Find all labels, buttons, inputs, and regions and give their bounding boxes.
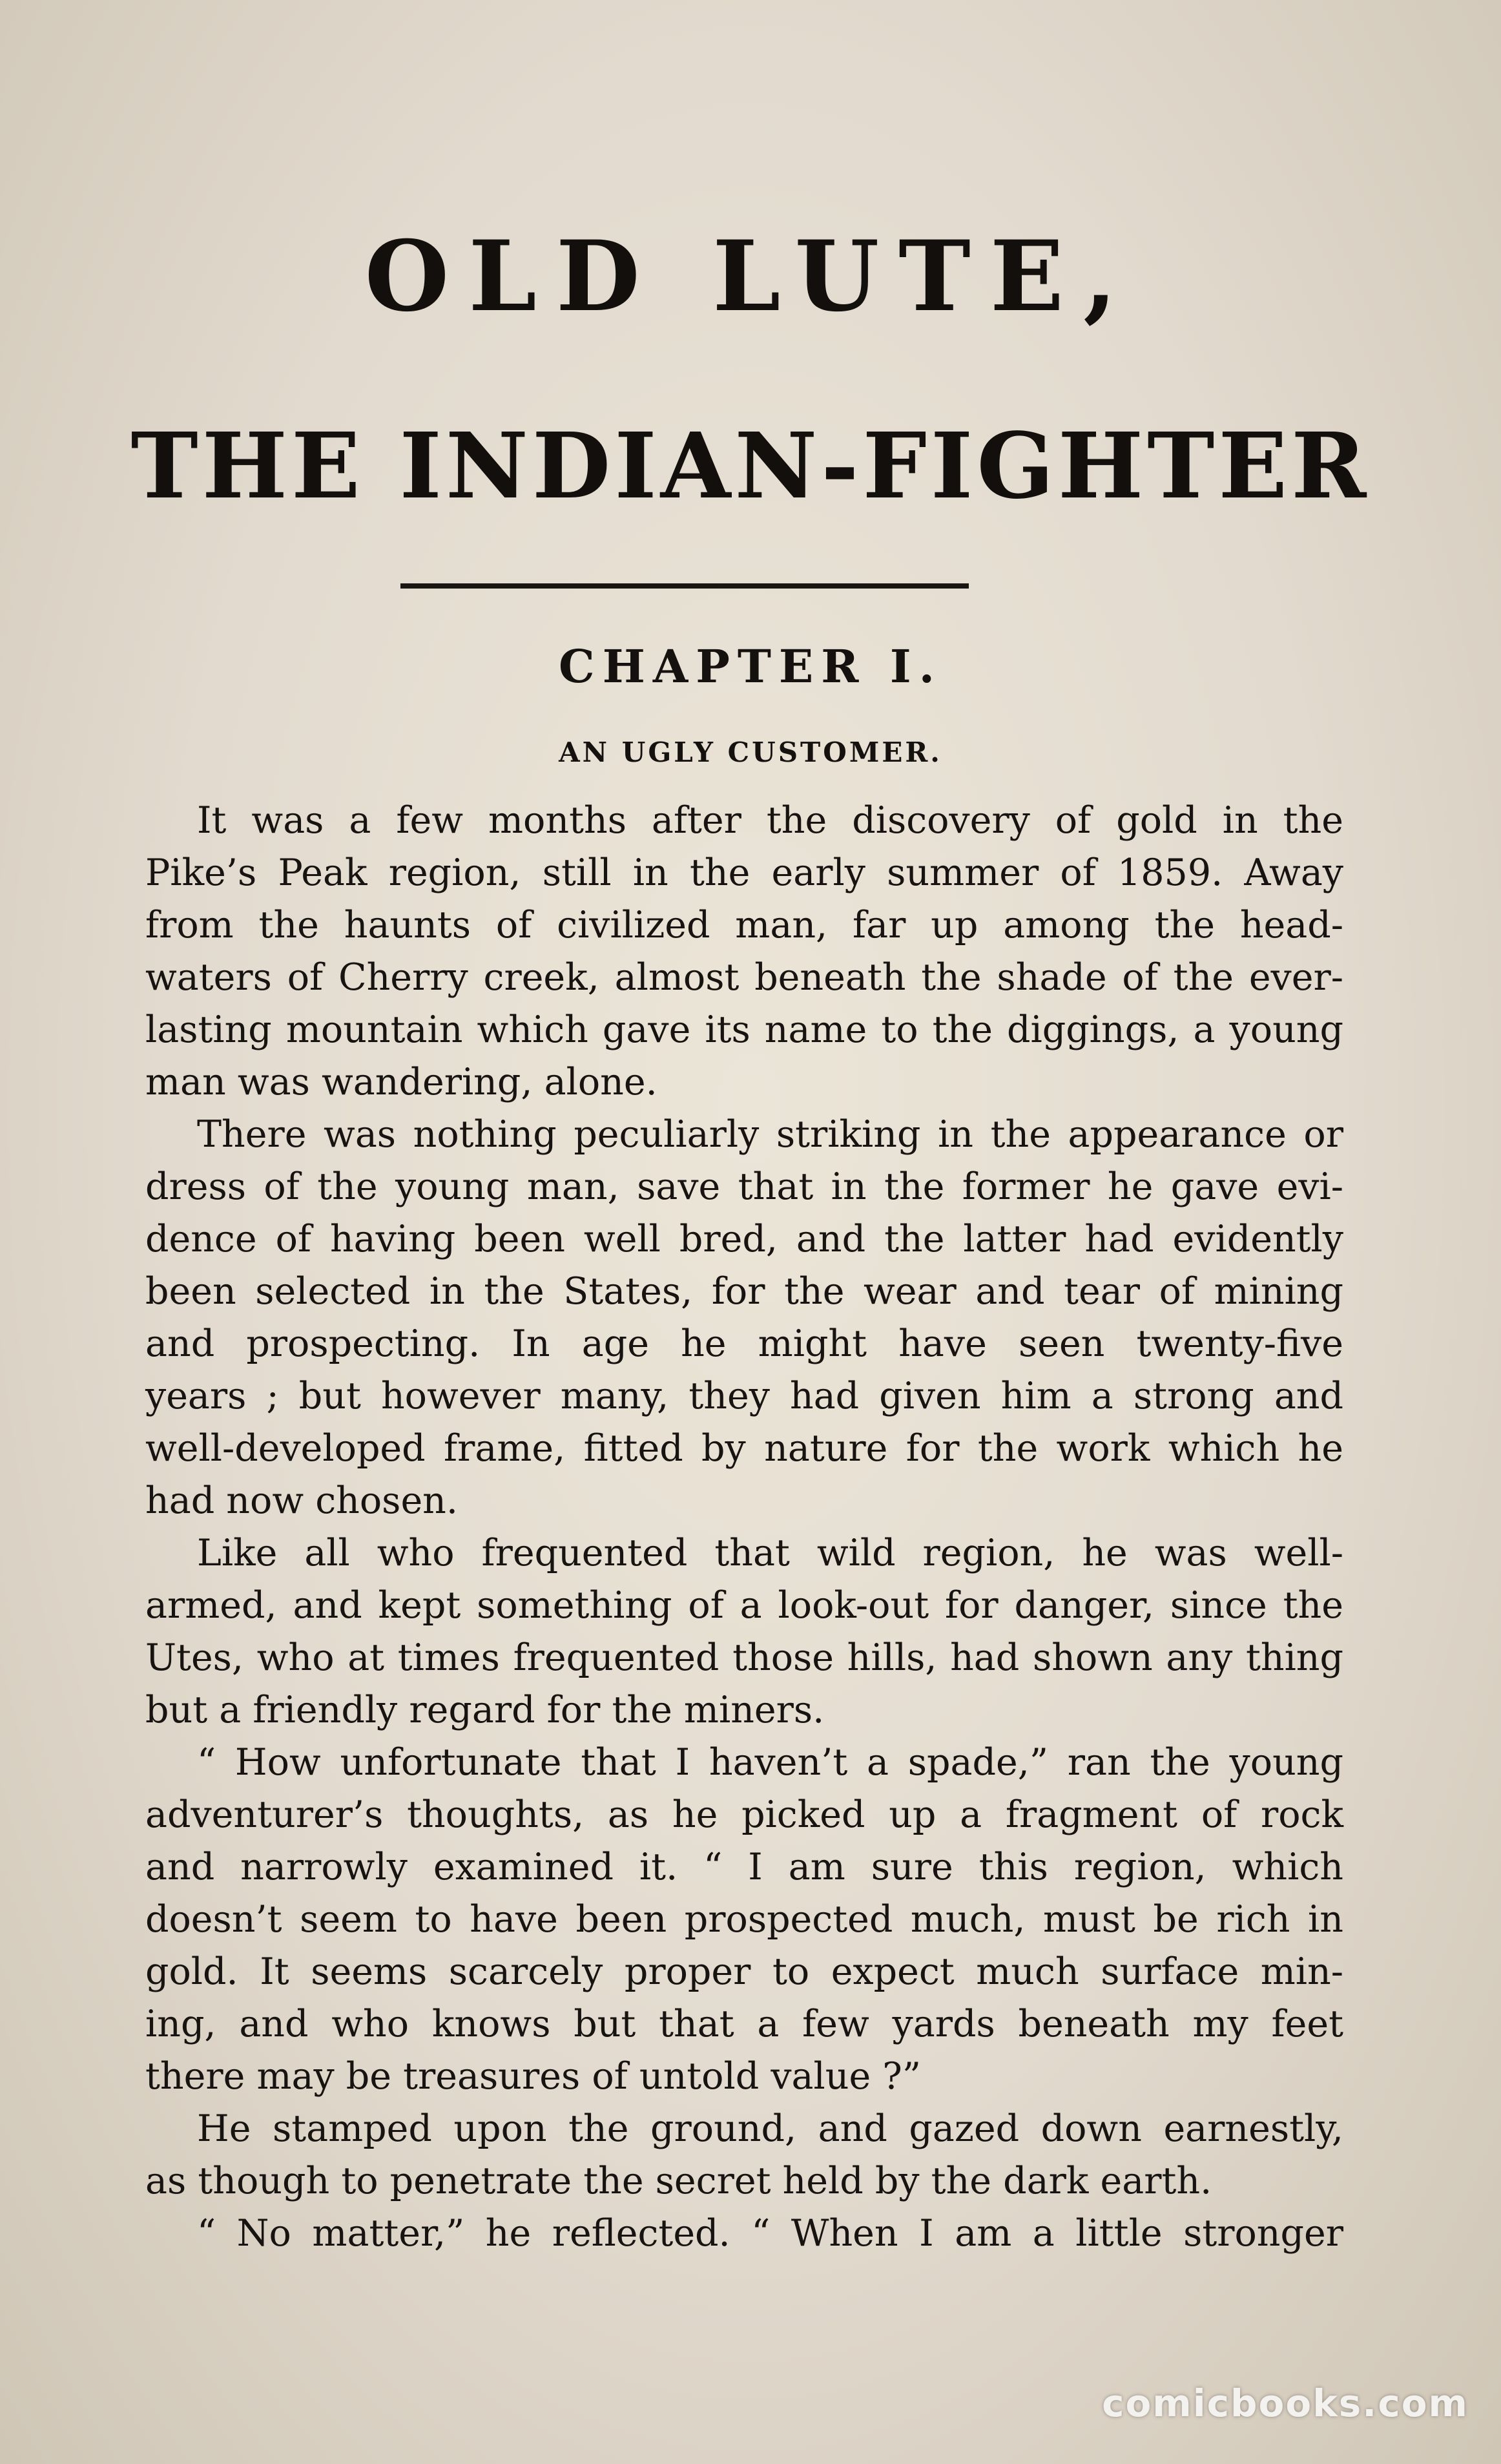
book-title: OLD LUTE, — [364, 220, 1137, 333]
text-line: “ No matter,” he reflected. “ When I am a little stronger — [197, 2212, 1343, 2255]
text-line: Pike’s Peak region, still in the early summer of 1859. Away — [145, 851, 1343, 894]
text-line: well-developed frame, fitted by nature for the work which he — [145, 1427, 1343, 1470]
book-subtitle: THE INDIAN-FIGHTER — [130, 413, 1371, 519]
text-line: He stamped upon the ground, and gazed down earnestly, — [197, 2107, 1343, 2150]
text-line: waters of Cherry creek, almost beneath the shade of the ever- — [145, 956, 1343, 999]
text-line: dence of having been well bred, and the latter had evidently — [145, 1218, 1343, 1260]
text-line: and narrowly examined it. “ I am sure this region, which — [145, 1846, 1343, 1888]
text-line: as though to penetrate the secret held by the dark earth. — [145, 2160, 1212, 2202]
text-line: lasting mountain which gave its name to the diggings, a young — [145, 1008, 1343, 1051]
watermark: comicbooks.com — [1102, 2381, 1469, 2425]
text-line: “ How unfortunate that I haven’t a spade,” ran the young — [197, 1741, 1343, 1784]
text-line: armed, and kept something of a look-out for danger, since the — [145, 1584, 1343, 1627]
text-line: It was a few months after the discovery of gold in the — [197, 799, 1343, 842]
paragraph — [94, 1527, 1343, 1737]
text-line: and prospecting. In age he might have seen twenty-five — [145, 1322, 1343, 1365]
chapter-subtitle: AN UGLY CUSTOMER. — [559, 736, 942, 768]
text-line: Utes, who at times frequented those hills, had shown any thing — [145, 1636, 1343, 1679]
paragraph — [94, 1109, 1343, 1527]
text-line: adventurer’s thoughts, as he picked up a fragment of rock — [145, 1793, 1343, 1836]
paragraph — [94, 2208, 1343, 2260]
text-line: ing, and who knows but that a few yards beneath my feet — [145, 2003, 1343, 2045]
paragraph — [94, 1737, 1343, 2103]
text-line: but a friendly regard for the miners. — [145, 1689, 825, 1731]
text-line: There was nothing peculiarly striking in the appearance or — [197, 1113, 1343, 1156]
text-line: from the haunts of civilized man, far up among the head- — [145, 904, 1343, 946]
text-line: gold. It seems scarcely proper to expect much surface min- — [145, 1950, 1343, 1993]
text-line: there may be treasures of untold value ?” — [145, 2055, 922, 2098]
title-divider-rule — [400, 583, 969, 589]
paragraph — [94, 2103, 1343, 2208]
text-line: dress of the young man, save that in the former he gave evi- — [145, 1165, 1343, 1208]
text-line: years ; but however many, they had given him a strong and — [145, 1375, 1343, 1417]
text-line: man was wandering, alone. — [145, 1061, 657, 1103]
text-line: doesn’t seem to have been prospected much, must be rich in — [145, 1898, 1343, 1941]
paragraph — [94, 795, 1343, 1109]
body-text — [94, 795, 1343, 2260]
chapter-heading: CHAPTER I. — [559, 640, 942, 693]
text-line: Like all who frequented that wild region, he was well- — [197, 1532, 1343, 1574]
text-line: been selected in the States, for the wear and tear of mining — [145, 1270, 1343, 1313]
text-line: had now chosen. — [145, 1479, 458, 1522]
